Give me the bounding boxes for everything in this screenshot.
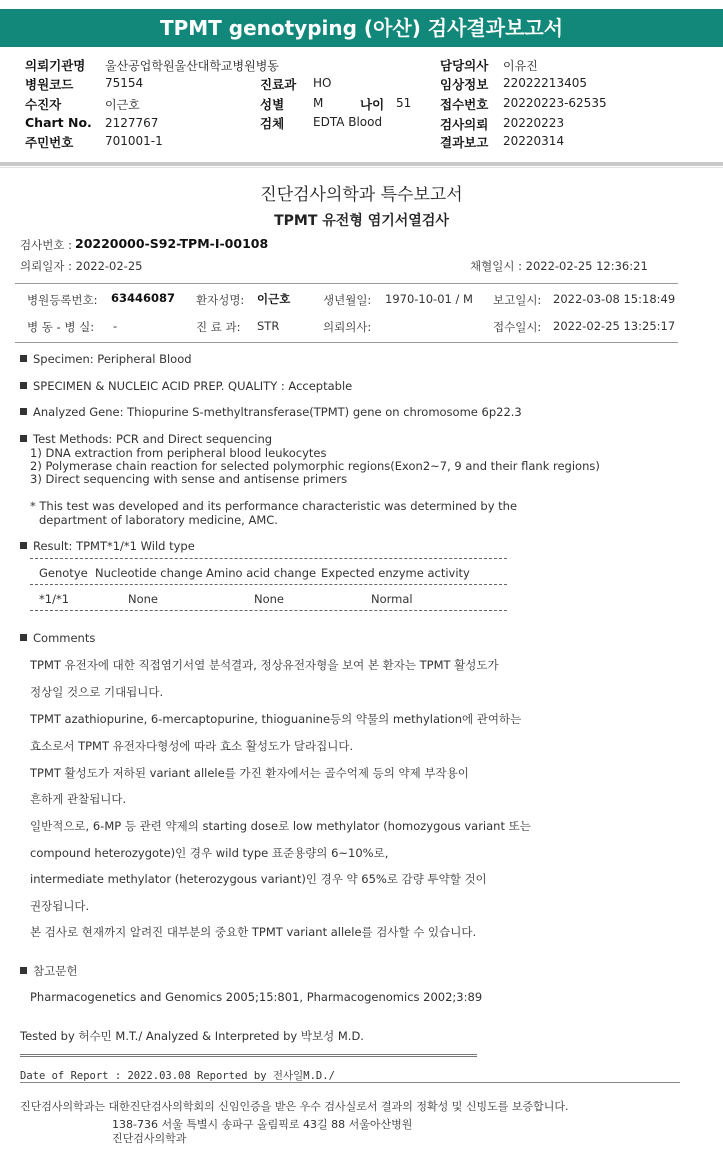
test-note-line-1: * This test was developed and its performance characteristic was determined by the xyxy=(30,499,518,513)
report-datetime-label: 보고일시: xyxy=(493,293,542,307)
patient-name-label: 환자성명: xyxy=(196,293,245,307)
double-divider xyxy=(20,1054,477,1057)
certification-text: 진단검사의학과는 대한진단검사의학회의 신임인증을 받은 우수 검사실로서 결과의 정확성 및 신빙도를 보증합니다. xyxy=(20,1100,569,1113)
ward-label: 병 동 - 병 실: xyxy=(27,320,95,334)
receive-datetime-label: 접수일시: xyxy=(493,320,542,334)
rrn-value: 701001-1 xyxy=(105,134,163,148)
comment-line: 정상일 것으로 기대됩니다. xyxy=(30,685,164,699)
references-text: Pharmacogenetics and Genomics 2005;15:801, Pharmacogenomics 2002;3:89 xyxy=(30,990,483,1004)
test-number-label: 검사번호 : xyxy=(20,238,72,252)
clinical-info-label: 임상정보 xyxy=(440,77,489,92)
bullet-icon xyxy=(20,542,27,549)
bullet-icon xyxy=(20,634,27,641)
table-divider xyxy=(30,584,507,585)
comment-line: 흔하게 관찰됩니다. xyxy=(30,792,127,806)
specimen-section xyxy=(20,352,192,366)
divider xyxy=(0,162,723,166)
result-section xyxy=(20,539,195,553)
receive-datetime-value: 2022-02-25 13:25:17 xyxy=(553,319,676,333)
quality-section xyxy=(20,379,352,393)
specimen-label: 검체 xyxy=(260,116,285,131)
specimen-value: EDTA Blood xyxy=(313,115,383,129)
comment-line: 효소로서 TPMT 유전자다형성에 따라 효소 활성도가 달라집니다. xyxy=(30,739,354,753)
table-cell-amino: None xyxy=(254,592,285,606)
hospital-code-value: 75154 xyxy=(105,76,144,90)
request-info-block xyxy=(0,52,723,162)
table-header-enzyme: Expected enzyme activity xyxy=(321,566,470,580)
table-cell-enzyme: Normal xyxy=(371,592,413,606)
comments-section xyxy=(20,631,95,645)
patient-label: 수진자 xyxy=(25,97,62,112)
age-value: 51 xyxy=(396,96,412,110)
bullet-icon xyxy=(20,382,27,389)
comment-line: 본 검사로 현재까지 알려진 대부분의 중요한 TPMT variant allele를 검사할 수 있습니다. xyxy=(30,925,477,939)
comment-line: compound heterozygote)인 경우 wild type 표준용량의 6~10%로, xyxy=(30,846,389,860)
report-title: 진단검사의학과 특수보고서 xyxy=(260,185,463,205)
method-step-1: 1) DNA extraction from peripheral blood leukocytes xyxy=(30,446,327,460)
doctor-value: 이유진 xyxy=(503,59,538,73)
sex-label: 성별 xyxy=(260,97,285,112)
references-title: 참고문헌 xyxy=(33,964,78,978)
department-text: 진단검사의학과 xyxy=(112,1132,187,1145)
method-step-2: 2) Polymerase chain reaction for selected polymorphic regions(Exon2~7, 9 and their flank regions) xyxy=(30,459,600,473)
dept-value: HO xyxy=(313,76,332,90)
divider xyxy=(20,1082,680,1083)
table-header-amino: Amino acid change xyxy=(206,566,317,580)
report-date-label: 결과보고 xyxy=(440,135,489,150)
collection-date-text: 채혈일시 : 2022-02-25 12:36:21 xyxy=(470,259,648,273)
bullet-icon xyxy=(20,967,27,974)
specimen-text: Specimen: Peripheral Blood xyxy=(33,352,192,366)
tested-by-text: Tested by 허수민 M.T./ Analyzed & Interpreted by 박보성 M.D. xyxy=(20,1029,364,1043)
request-date-text: 의뢰일자 : 2022-02-25 xyxy=(20,259,143,273)
references-section xyxy=(20,963,77,979)
sex-value: M xyxy=(313,96,324,110)
table-cell-genotype: *1/*1 xyxy=(39,592,70,606)
rrn-label: 주민번호 xyxy=(25,135,74,150)
chart-label: Chart No. xyxy=(25,115,92,130)
request-date-label: 검사의뢰 xyxy=(440,117,489,132)
dept-box-label: 진 료 과: xyxy=(196,320,241,334)
patient-name-value: 이근호 xyxy=(257,292,291,306)
bullet-icon xyxy=(20,408,27,415)
bullet-icon xyxy=(20,435,27,442)
test-note-line-2: department of laboratory medicine, AMC. xyxy=(39,513,278,527)
gene-section xyxy=(20,405,522,419)
comment-line: intermediate methylator (heterozygous variant)인 경우 약 65%로 감량 투약할 것이 xyxy=(30,872,487,886)
reg-number-value: 63446087 xyxy=(111,291,176,305)
comments-title: Comments xyxy=(33,631,96,645)
ward-value: - xyxy=(113,319,118,333)
divider xyxy=(0,167,723,168)
bullet-icon xyxy=(20,355,27,362)
hospital-code-label: 병원코드 xyxy=(25,77,74,92)
table-header-genotype: Genotye xyxy=(39,566,88,580)
doctor-label: 담당의사 xyxy=(440,58,489,73)
dob-label: 생년월일: xyxy=(323,293,372,307)
table-divider xyxy=(30,558,507,559)
report-header-title: TPMT genotyping (아산) 검사결과보고서 xyxy=(0,9,723,47)
report-datetime-value: 2022-03-08 15:18:49 xyxy=(553,292,676,306)
quality-text: SPECIMEN & NUCLEIC ACID PREP. QUALITY : Acceptable xyxy=(33,379,353,393)
reg-number-label: 병원등록번호: xyxy=(27,293,98,307)
comment-line: TPMT 활성도가 저하된 variant allele를 가진 환자에서는 골수억제 등의 약제 부작용이 xyxy=(30,766,469,780)
test-number-value: 20220000-S92-TPM-I-00108 xyxy=(75,236,269,251)
ref-doctor-label: 의뢰의사: xyxy=(323,320,372,334)
comment-line: 권장됩니다. xyxy=(30,899,90,913)
chart-value: 2127767 xyxy=(105,116,159,130)
clinical-info-value: 22022213405 xyxy=(503,76,587,90)
date-of-report-text: Date of Report : 2022.03.08 Reported by 전사일M.D./ xyxy=(20,1070,335,1082)
address-text: 138-736 서울 특별시 송파구 올림픽로 43길 88 서울아산병원 xyxy=(112,1118,413,1131)
request-date-value: 20220223 xyxy=(503,116,565,130)
comment-line: 일반적으로, 6-MP 등 관련 약제의 starting dose로 low methylator (homozygous variant 또는 xyxy=(30,819,531,833)
table-cell-nucleotide: None xyxy=(128,592,159,606)
age-label: 나이 xyxy=(360,97,385,112)
gene-text: Analyzed Gene: Thiopurine S-methyltransferase(TPMT) gene on chromosome 6p22.3 xyxy=(33,405,522,419)
patient-info-box xyxy=(15,283,678,343)
requester-label: 의뢰기관명 xyxy=(25,58,86,73)
methods-text: Test Methods: PCR and Direct sequencing xyxy=(33,432,273,446)
requester-value: 울산공업학원울산대학교병원병동 xyxy=(105,59,279,73)
comment-line: TPMT 유전자에 대한 직접염기서열 분석결과, 정상유전자형을 보여 본 환자는 TPMT 활성도가 xyxy=(30,658,499,672)
methods-section xyxy=(20,432,272,446)
table-divider xyxy=(30,610,507,611)
receipt-value: 20220223-62535 xyxy=(503,96,607,110)
dept-label: 진료과 xyxy=(260,77,297,92)
receipt-label: 접수번호 xyxy=(440,97,489,112)
report-date-value: 20220314 xyxy=(503,134,565,148)
method-step-3: 3) Direct sequencing with sense and antisense primers xyxy=(30,472,348,486)
dob-value: 1970-10-01 / M xyxy=(385,292,473,306)
report-subtitle: TPMT 유전형 염기서열검사 xyxy=(274,213,449,229)
dept-box-value: STR xyxy=(257,319,280,333)
patient-value: 이근호 xyxy=(105,98,140,112)
comment-line: TPMT azathiopurine, 6-mercaptopurine, thioguanine등의 약물의 methylation에 관여하는 xyxy=(30,712,522,726)
table-header-nucleotide: Nucleotide change xyxy=(95,566,203,580)
result-text: Result: TPMT*1/*1 Wild type xyxy=(33,539,195,553)
